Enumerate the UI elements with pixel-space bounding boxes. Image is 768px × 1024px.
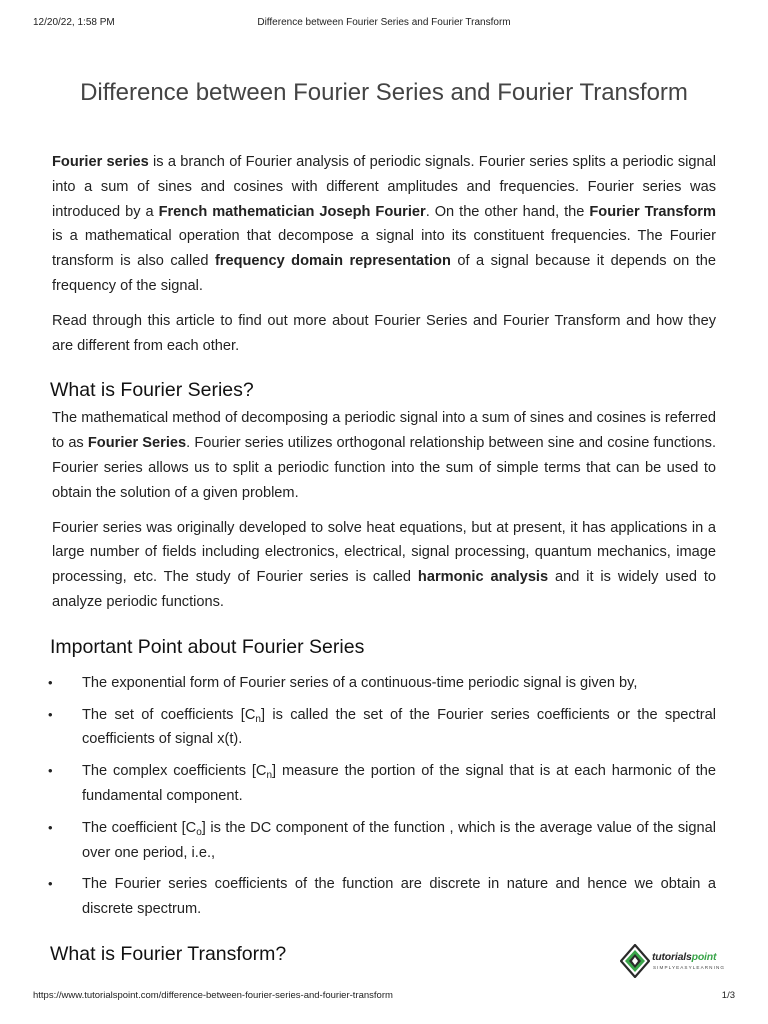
text-run: . On the other hand, the: [425, 203, 590, 220]
bold-term: French mathematician Joseph Fourier: [158, 203, 426, 220]
intro-paragraph: [52, 150, 716, 299]
text-run: The coefficient [C: [82, 819, 197, 836]
text-run: ] measure the portion of the signal that is at each harmonic of the fundamental component.: [82, 763, 716, 804]
list-item: • The exponential form of Fourier series of a continuous-time periodic signal is given by,: [52, 671, 716, 696]
important-points-list: [52, 671, 716, 922]
subscript: n: [266, 770, 273, 782]
bold-term: harmonic analysis: [417, 569, 549, 586]
logo-tagline: SIMPLYEASYLEARNING: [653, 965, 726, 970]
text-run: ] is called the set of the Fourier series coefficients or the spectral coefficients of signal x(t).: [82, 706, 716, 748]
section-heading-what-is-fourier-transform: What is Fourier Transform?: [50, 942, 287, 965]
text-run: The complex coefficients [C: [82, 763, 267, 780]
subscript: n: [255, 713, 261, 725]
text-run: of a signal because it depends on the frequency of the signal.: [52, 253, 717, 294]
page-url: https://www.tutorialspoint.com/difference-between-fourier-series-and-fourier-transform: [33, 990, 393, 1001]
page-number: 1/3: [721, 990, 735, 1001]
print-footer: [33, 990, 735, 1004]
section-heading-what-is-fourier-series: What is Fourier Series?: [50, 379, 254, 402]
bold-term: Fourier Series: [87, 435, 187, 452]
print-datetime: 12/20/22, 1:58 PM: [33, 17, 115, 28]
subscript: o: [196, 826, 202, 838]
logo-word-1: tutorials: [652, 951, 692, 963]
page-title: Difference between Fourier Series and Fourier Transform: [80, 79, 688, 106]
bold-term: Fourier series: [52, 154, 149, 170]
logo-diamond-icon: [620, 944, 650, 978]
bold-term: Fourier Transform: [589, 203, 716, 220]
list-item: [52, 703, 716, 753]
tutorialspoint-logo[interactable]: [620, 942, 738, 982]
text-run: ] is the DC component of the function , which is the average value of the signal over one period, i.e.,: [82, 819, 716, 861]
text-run: The set of coefficients [C: [82, 706, 256, 723]
text-run: . Fourier series utilizes orthogonal relationship between sine and cosine functions. Fourier series allows us to split a periodic function into the sum of simple terms that can be used to obtain the solution of a given problem.: [52, 435, 716, 501]
text-run: The mathematical method of decomposing a periodic signal into a sum of sines and cosines is referred to as: [52, 410, 716, 452]
fourier-series-paragraph-1: [52, 406, 716, 505]
article-body: [52, 150, 716, 968]
logo-word-2: point: [691, 951, 717, 963]
text-run: and it is widely used to analyze periodic functions.: [52, 569, 716, 610]
list-item: [52, 816, 716, 866]
text-run: Fourier series was originally developed to solve heat equations, but at present, it has applications in a large number of fields including electronics, electrical, signal processing, quantum mechanics, image processing, etc. The study of Fourier series is called: [52, 519, 716, 586]
intro-paragraph-2: Read through this article to find out more about Fourier Series and Fourier Transform and how they are different from each other.: [52, 312, 716, 354]
list-item: [52, 759, 716, 809]
text-run: is a mathematical operation that decompose a signal into its constituent frequencies. The Fourier transform is also called: [52, 228, 716, 270]
print-header-title: Difference between Fourier Series and Fourier Transform: [257, 17, 511, 28]
text-run: is a branch of Fourier analysis of periodic signals. Fourier series splits a periodic signal into a sum of sines and cosines with different amplitudes and frequencies. Fourier series was introduced by a: [52, 154, 717, 220]
print-header: [33, 17, 735, 31]
logo-wordmark: [652, 951, 716, 963]
bold-term: frequency domain representation: [214, 253, 451, 270]
fourier-series-paragraph-2: [52, 516, 716, 615]
section-heading-important-points: Important Point about Fourier Series: [50, 635, 365, 658]
list-item: • The Fourier series coefficients of the function are discrete in nature and hence we obtain a discrete spectrum.: [52, 872, 716, 922]
